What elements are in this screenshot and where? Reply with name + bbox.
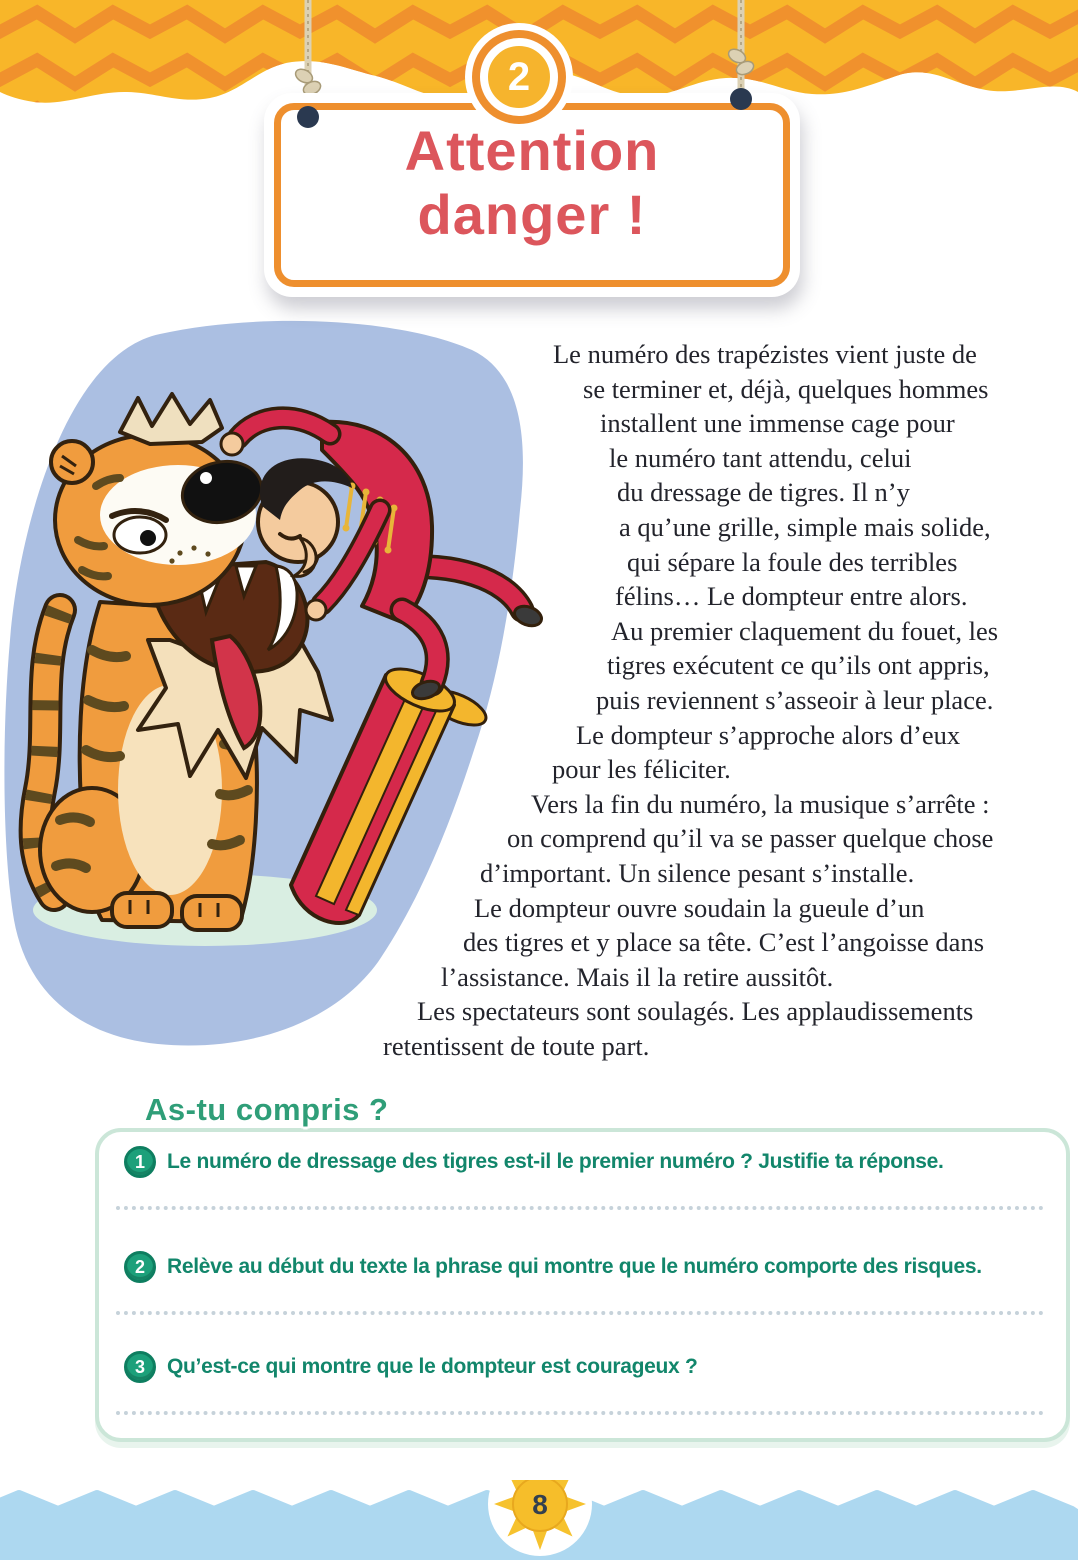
story-line: puis reviennent s’asseoir à leur place. <box>596 684 994 715</box>
story-line: le numéro tant attendu, celui <box>609 442 912 473</box>
story-line: Les spectateurs sont soulagés. Les applaudissements <box>417 996 974 1027</box>
answer-dotted-line[interactable] <box>116 1411 1044 1415</box>
page-title <box>264 93 800 247</box>
story-line: félins… Le dompteur entre alors. <box>615 581 968 612</box>
story-line: Le dompteur ouvre soudain la gueule d’un <box>474 892 925 923</box>
quiz-box <box>95 1128 1070 1442</box>
story-line: retentissent de toute part. <box>383 1030 650 1061</box>
question-number-badge: 2 <box>124 1251 156 1283</box>
story-line: a qu’une grille, simple mais solide, <box>619 511 991 542</box>
page-title-line2: danger ! <box>417 183 647 246</box>
story-line: on comprend qu’il va se passer quelque chose <box>507 823 994 854</box>
story-line: Au premier claquement du fouet, les <box>611 615 999 646</box>
story-line: l’assistance. Mais il la retire aussitôt. <box>441 961 834 992</box>
question-text: Qu’est-ce qui montre que le dompteur est courageux ? <box>167 1355 698 1378</box>
quiz-heading: As-tu compris ? <box>145 1092 389 1127</box>
story-line: Le numéro des trapézistes vient juste de <box>553 339 977 369</box>
question-block <box>124 1351 1036 1415</box>
answer-dotted-line[interactable] <box>116 1206 1044 1210</box>
page-title-line1: Attention <box>404 119 660 182</box>
story-line: installent une immense cage pour <box>600 408 955 439</box>
question-number-badge: 1 <box>124 1146 156 1178</box>
page-number: 8 <box>532 1489 548 1520</box>
story-line: Vers la fin du numéro, la musique s’arrête : <box>531 788 990 819</box>
question-text: Relève au début du texte la phrase qui montre que le numéro comporte des risques. <box>167 1255 982 1278</box>
story-line: tigres exécutent ce qu’ils ont appris, <box>607 650 990 681</box>
question-number-badge: 3 <box>124 1351 156 1383</box>
title-sign <box>264 93 800 297</box>
story-line: pour les féliciter. <box>552 754 731 785</box>
story-line: se terminer et, déjà, quelques hommes <box>583 373 989 404</box>
unit-number-badge <box>480 38 558 116</box>
question-block <box>124 1146 1036 1210</box>
story-paragraph <box>0 337 1078 1063</box>
unit-number: 2 <box>507 54 531 99</box>
story-line: Le dompteur s’approche alors d’eux <box>576 719 961 750</box>
story-line: des tigres et y place sa tête. C’est l’angoisse dans <box>463 927 985 958</box>
story-line: qui sépare la foule des terribles <box>627 546 958 577</box>
question-block <box>124 1251 1036 1315</box>
story-line: du dressage de tigres. Il n’y <box>617 477 910 508</box>
footer-wave <box>0 1480 1078 1560</box>
question-text: Le numéro de dressage des tigres est-il le premier numéro ? Justifie ta réponse. <box>167 1150 944 1173</box>
sign-pin-left <box>297 106 319 128</box>
story-line: d’important. Un silence pesant s’installe. <box>480 857 915 888</box>
answer-dotted-line[interactable] <box>116 1311 1044 1315</box>
sign-pin-right <box>730 88 752 110</box>
